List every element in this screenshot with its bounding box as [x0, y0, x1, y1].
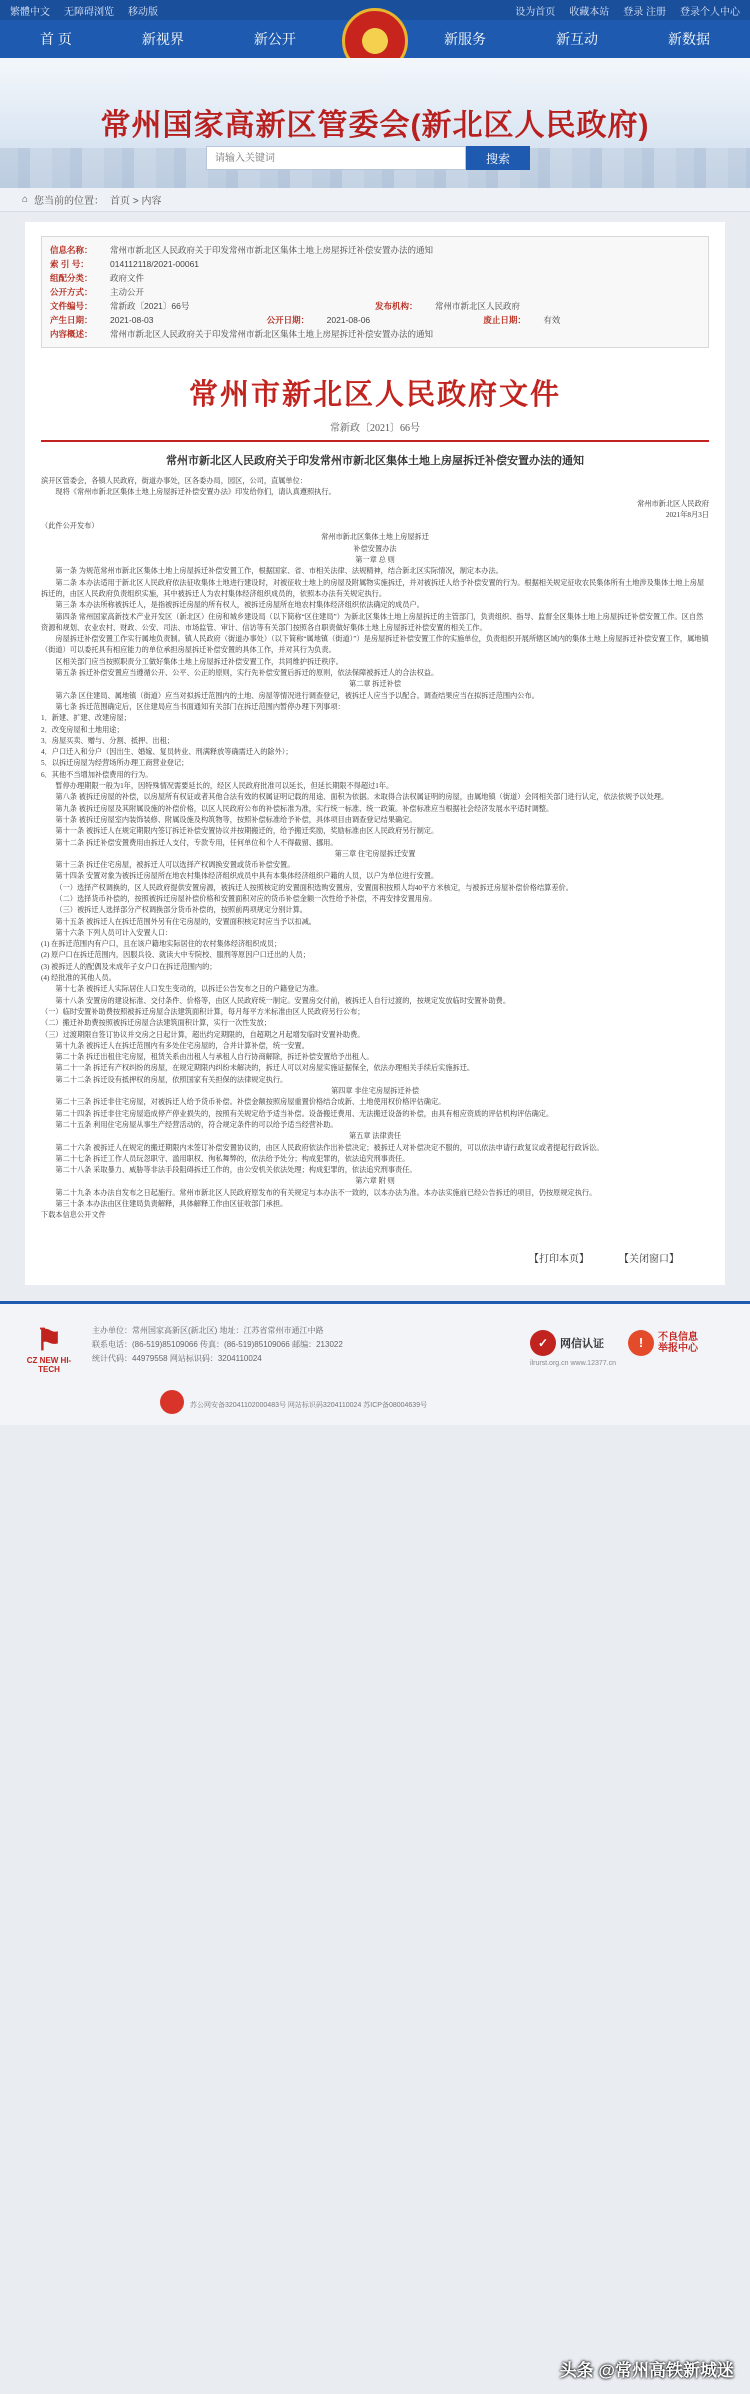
paragraph: 第三十条 本办法由区住建局负责解释，具体解释工作由区征收部门承担。: [55, 1200, 288, 1208]
paragraph: (2) 原户口在拆迁范围内，因服兵役、就读大中专院校、服刑等原因户口迁出的人员；: [41, 951, 310, 960]
meta-key: 信息名称：: [50, 245, 93, 255]
set-homepage-link[interactable]: 设为首页: [515, 6, 556, 18]
paragraph: 第三条 本办法所称被拆迁人，是指被拆迁房屋的所有权人，被拆迁房屋所在地农村集体经济组织依法确定的成员户。: [55, 601, 424, 610]
paragraph: 第十一条 被拆迁人在规定期限内签订拆迁补偿安置协议并按期搬迁的，给予搬迁奖励，奖励标准由区人民政府另行制定。: [55, 827, 439, 836]
nav-home[interactable]: 首 页: [40, 31, 72, 47]
meta-value: 2021-08-06: [326, 315, 371, 325]
meta-key: 组配分类：: [50, 273, 93, 283]
paragraph: 第十九条 被拆迁人在拆迁范围内有多处住宅房屋的，合并计算补偿，统一安置。: [55, 1041, 309, 1050]
toutiao-watermark: 头条 @常州高铁新城迷: [559, 2361, 734, 2380]
paragraph: （三）过渡期限自签订协议并交房之日起计算，超出约定期限的，自超期之月起增发临时安置补助费。: [41, 1030, 365, 1039]
meta-value: 014112118/2021-00061: [110, 259, 200, 269]
paragraph: 2．改变房屋和土地用途；: [41, 725, 124, 734]
paragraph: 第二十三条 拆迁非住宅房屋，对被拆迁人给予货币补偿。补偿金额按照房屋重置价格结合成新、土地使用权价格评估确定。: [55, 1098, 446, 1107]
paragraph: （三）被拆迁人选择部分产权调换部分货币补偿的，按照前两项规定分别计算。: [55, 906, 307, 915]
paragraph: 第八条 被拆迁房屋的补偿，以房屋所有权证或者其他合法有效的权属证明记载的用途、面积为依据。未取得合法权属证明的房屋，由属地镇（街道）会同相关部门进行认定，依法依规予以处理。: [55, 793, 669, 802]
footer-line: 联系电话：(86-519)85109066 传真：(86-519)85109066 邮编：213022: [92, 1339, 343, 1349]
hi-tech-zone-logo: [22, 1323, 76, 1374]
report-center-badge[interactable]: [628, 1330, 698, 1356]
meta-value: 常州市新北区人民政府关于印发常州市新北区集体土地上房屋拆迁补偿安置办法的通知: [110, 245, 434, 255]
paragraph: 第十七条 被拆迁人实际居住人口发生变动的，以拆迁公告发布之日的户籍登记为准。: [55, 985, 324, 994]
meta-value: 常州市新北区人民政府: [435, 301, 521, 311]
search-bar: [206, 146, 530, 170]
footer-line: 统计代码：44979558 网站标识码：3204110024: [92, 1353, 262, 1363]
meta-value: 主动公开: [110, 287, 145, 297]
paragraph: (3) 被拆迁人的配偶及未成年子女户口在拆迁范围内的；: [41, 962, 217, 971]
paragraph: 第七条 拆迁范围确定后，区住建局应当书面通知有关部门在拆迁范围内暂停办理下列事项：: [55, 702, 345, 711]
paragraph: 第一条 为规范常州市新北区集体土地上房屋拆迁补偿安置工作，根据国家、省、市相关法律、法规精神，结合新北区实际情况，制定本办法。: [55, 567, 503, 576]
paragraph: 第二十五条 利用住宅房屋从事生产经营活动的，符合规定条件的可以给予适当经营补助。: [55, 1120, 338, 1129]
paragraph: 4．户口迁入和分户（因出生、婚嫁、复员转业、刑满释放等确需迁入的除外）；: [41, 748, 293, 757]
print-button[interactable]: 【打印本页】: [529, 1253, 589, 1265]
cyber-certification-label: 网信认证: [560, 1337, 604, 1350]
nav-interaction[interactable]: 新互动: [556, 31, 598, 47]
meta-value: 常州市新北区人民政府关于印发常州市新北区集体土地上房屋拆迁补偿安置办法的通知: [110, 329, 434, 339]
certification-icon: ✓: [530, 1330, 556, 1356]
red-divider: [41, 440, 709, 442]
paragraph: 第二十条 拆迁出租住宅房屋，租赁关系由出租人与承租人自行协商解除，拆迁补偿安置给予出租人。: [55, 1053, 374, 1062]
breadcrumb: [0, 188, 750, 212]
paragraph: （二）选择货币补偿的，按照被拆迁房屋补偿价格和安置面积对应的货币补偿金额一次性给予补偿，不再安排安置用房。: [55, 894, 437, 903]
paragraph: 第二十一条 拆迁有产权纠纷的房屋，在规定期限内纠纷未解决的，拆迁人可以对房屋实施证据保全，依法办理相关手续后实施拆迁。: [55, 1064, 475, 1073]
paragraph: 第九条 被拆迁房屋及其附属设施的补偿价格，以区人民政府公布的补偿标准为准，实行统一标准、统一政策。补偿标准应当根据社会经济发展水平适时调整。: [55, 804, 554, 813]
paragraph: 区相关部门应当按照职责分工做好集体土地上房屋拆迁补偿安置工作，共同维护拆迁秩序。: [55, 657, 343, 666]
paragraph: 第十六条 下列人员可计入安置人口：: [55, 928, 173, 937]
breadcrumb-label: 您当前的位置：: [34, 196, 105, 207]
personal-center-link[interactable]: 登录个人中心: [680, 6, 740, 18]
section-heading: 第四章 非住宅房屋拆迁补偿: [330, 1087, 420, 1096]
meta-value: 2021-08-03: [110, 315, 154, 325]
paragraph: 现将《常州市新北区集体土地上房屋拆迁补偿安置办法》印发给你们，请认真遵照执行。: [55, 488, 336, 497]
section-heading: 常州市新北区集体土地上房屋拆迁: [321, 533, 429, 542]
location-pin-icon: ⌂: [22, 194, 29, 205]
paragraph: 1．新建、扩建、改建房屋；: [41, 714, 131, 723]
paragraph: 房屋拆迁补偿安置工作实行属地负责制。镇人民政府（街道办事处）（以下简称“属地镇（街道）”）是房屋拆迁补偿安置工作的实施单位，负责组织开展所辖区域内的集体土地上房屋拆迁补偿安置工作，属地镇（街道）可以委托具有相应能力的单位承担房屋拆迁补偿安置的具体工作，并对其行为负责。: [41, 635, 709, 655]
paragraph: 2021年8月3日: [665, 510, 709, 519]
paragraph: 第十八条 安置房的建设标准、交付条件、价格等，由区人民政府统一制定。安置房交付前，被拆迁人自行过渡的，按规定发放临时安置补助费。: [55, 996, 511, 1005]
article-container: [25, 222, 725, 1285]
section-heading: 第二章 拆迁补偿: [348, 680, 402, 689]
paragraph: 3．房屋买卖、赠与、分割、抵押、出租；: [41, 736, 174, 745]
section-heading: 第五章 法律责任: [348, 1132, 402, 1141]
meta-key: 发布机构：: [375, 301, 418, 311]
site-footer: [0, 1301, 750, 1425]
paragraph: 常州市新北区人民政府: [637, 499, 709, 508]
paragraph: 第五条 拆迁补偿安置应当遵循公开、公平、公正的原则，实行先补偿安置后拆迁的原则，依法保障被拆迁人的合法权益。: [55, 669, 439, 678]
paragraph: 第二条 本办法适用于新北区人民政府依法征收集体土地进行建设时，对被征收土地上的房屋及附属物实施拆迁，并对被拆迁人给予补偿安置的行为。根据相关规定征收农民集体所有土地涉及集体土地上房屋拆迁的，由区人民政府负责组织实施，其中被拆迁人为农村集体经济组织成员的，依照本办法有关规定执行。: [41, 578, 705, 598]
nav-public[interactable]: 新公开: [253, 31, 296, 47]
section-heading: 第三章 住宅房屋拆迁安置: [334, 849, 416, 858]
site-title: 常州国家高新区管委会(新北区人民政府): [100, 109, 650, 142]
mobile-version-link[interactable]: 移动版: [128, 6, 158, 18]
national-emblem-icon: ★: [342, 8, 408, 74]
meta-key: 产生日期：: [50, 315, 93, 325]
paragraph: (4) 经批准的其他人员。: [41, 974, 116, 983]
party-government-icon[interactable]: [160, 1390, 184, 1414]
paragraph: 第二十二条 拆迁设有抵押权的房屋，依照国家有关担保的法律规定执行。: [55, 1075, 288, 1084]
search-button[interactable]: 搜索: [466, 146, 530, 170]
meta-value: 常新政〔2021〕66号: [110, 301, 190, 311]
section-heading: 第六章 附 则: [355, 1177, 395, 1186]
paragraph: 5．以拆迁房屋为经营场所办理工商营业登记；: [41, 759, 189, 768]
logo-mark-icon: ⚑: [35, 1323, 63, 1357]
section-heading: 补偿安置办法: [353, 544, 397, 553]
paragraph: （一）临时安置补助费按照被拆迁房屋合法建筑面积计算，每月每平方米标准由区人民政府另行公布；: [41, 1007, 365, 1016]
cyber-certification-badge[interactable]: [530, 1330, 604, 1356]
paragraph: 第六条 区住建局、属地镇（街道）应当对拟拆迁范围内的土地、房屋等情况进行调查登记，被拆迁人应当予以配合。调查结果应当在拟拆迁范围内公布。: [55, 691, 539, 700]
paragraph: 第二十九条 本办法自发布之日起施行。常州市新北区人民政府原发布的有关规定与本办法不一致的，以本办法为准。本办法实施前已经公告拆迁的项目，仍按原规定执行。: [55, 1188, 597, 1197]
accessibility-link[interactable]: 无障碍浏览: [64, 6, 114, 18]
paragraph: (1) 在拆迁范围内有户口，且在该户籍地实际居住的农村集体经济组织成员；: [41, 940, 282, 949]
paragraph: 第十条 被拆迁房屋室内装饰装修、附属设施及构筑物等，按照补偿标准给予补偿，具体项目由调查登记结果确定。: [55, 815, 417, 824]
document-title: 常州市新北区人民政府文件: [188, 379, 561, 411]
report-icon: !: [628, 1330, 654, 1356]
notice-title: 常州市新北区人民政府关于印发常州市新北区集体土地上房屋拆迁补偿安置办法的通知: [166, 455, 584, 467]
footer-line: 主办单位：常州国家高新区(新北区) 地址：江苏省常州市通江中路: [92, 1325, 324, 1335]
traditional-chinese-link[interactable]: 繁體中文: [10, 6, 50, 18]
meta-key: 索 引 号：: [50, 259, 89, 269]
bookmark-link[interactable]: 收藏本站: [569, 6, 610, 18]
meta-key: 废止日期：: [483, 315, 526, 325]
paragraph: 第二十四条 拆迁非住宅房屋造成停产停业损失的，按照有关规定给予适当补偿。设备搬迁费用、无法搬迁设备的补偿，由具有相应资质的评估机构评估确定。: [55, 1109, 554, 1118]
paragraph: （一）选择产权调换的，区人民政府提供安置房源，被拆迁人按照核定的安置面积选购安置房，安置面积按照人均40平方米核定，与被拆迁房屋补偿价格结算差价。: [55, 883, 573, 892]
meta-key: 公开日期：: [266, 315, 310, 325]
nav-service[interactable]: 新服务: [444, 31, 486, 47]
paragraph: 第二十七条 拆迁工作人员玩忽职守、滥用职权、徇私舞弊的，依法给予处分；构成犯罪的，依法追究刑事责任。: [55, 1154, 410, 1163]
login-register-link[interactable]: 登录 注册: [623, 6, 666, 18]
document-body: [41, 476, 709, 1222]
section-heading: 第一章 总 则: [355, 556, 395, 565]
report-label-1: 不良信息: [658, 1331, 698, 1343]
metadata-table: [41, 236, 709, 348]
report-label-2: 举报中心: [658, 1342, 698, 1354]
paragraph: 第四条 常州国家高新技术产业开发区（新北区）住房和城乡建设局（以下简称“区住建局”）为新北区集体土地上房屋拆迁的主管部门，负责组织、指导、监督全区集体土地上房屋拆迁补偿安置工作。区自然资源和规划、农业农村、财政、公安、司法、市场监管、审计、信访等有关部门按照各自职责做好集体土地上房屋拆迁补偿安置的相关工作。: [41, 612, 704, 632]
paragraph: 第二十六条 被拆迁人在规定的搬迁期限内未签订补偿安置协议的，由区人民政府依法作出补偿决定；被拆迁人对补偿决定不服的，可以依法申请行政复议或者提起行政诉讼。: [55, 1143, 604, 1152]
search-input[interactable]: [206, 146, 466, 170]
paragraph[interactable]: 下载本信息公开文件: [41, 1211, 106, 1220]
paragraph: 暂停办理期限一般为1年，因特殊情况需要延长的，经区人民政府批准可以延长，但延长期限不得超过1年。: [55, 782, 394, 791]
paragraph: （二）搬迁补助费按照被拆迁房屋合法建筑面积计算，实行一次性发放；: [41, 1019, 272, 1028]
paragraph: 滨开区管委会，各镇人民政府，街道办事处，区各委办局，园区，公司，直属单位：: [41, 477, 307, 485]
close-window-button[interactable]: 【关闭窗口】: [619, 1253, 679, 1265]
nav-data[interactable]: 新数据: [668, 31, 710, 47]
meta-value: 有效: [543, 315, 561, 325]
breadcrumb-path[interactable]: 首页 > 内容: [110, 196, 162, 207]
document-number: 常新政〔2021〕66号: [330, 423, 420, 434]
meta-key: 内容概述：: [50, 329, 93, 339]
footer-info: [92, 1324, 343, 1366]
icp-record: 苏公网安备32041102000483号 网站标识码3204110024 苏ICP备08004639号: [190, 1401, 428, 1409]
badge-urls: ilrurst.org.cn www.12377.cn: [530, 1359, 616, 1367]
paragraph: 6．其他不当增加补偿费用的行为。: [41, 770, 153, 779]
paragraph: 第十三条 拆迁住宅房屋，被拆迁人可以选择产权调换安置或货币补偿安置。: [55, 861, 295, 870]
page-actions: [71, 1250, 679, 1265]
paragraph: 第十五条 被拆迁人在拆迁范围外另有住宅房屋的，安置面积核定时应当予以扣减。: [55, 917, 316, 926]
paragraph: 第十二条 拆迁补偿安置费用由拆迁人支付，专款专用，任何单位和个人不得截留、挪用。: [55, 838, 338, 847]
paragraph: 第十四条 安置对象为被拆迁房屋所在地农村集体经济组织成员中具有本集体经济组织户籍的人员，以户为单位进行安置。: [55, 872, 439, 881]
paragraph: （此件公开发布）: [41, 522, 99, 531]
meta-value: 政府文件: [110, 273, 145, 283]
nav-vision[interactable]: 新视界: [141, 31, 184, 47]
paragraph: 第二十八条 采取暴力、威胁等非法手段阻碍拆迁工作的，由公安机关依法处理；构成犯罪的，依法追究刑事责任。: [55, 1166, 417, 1175]
logo-caption: CZ NEW HI-TECH: [26, 1355, 72, 1374]
meta-key: 文件编号：: [50, 301, 93, 311]
meta-key: 公开方式：: [50, 287, 93, 297]
